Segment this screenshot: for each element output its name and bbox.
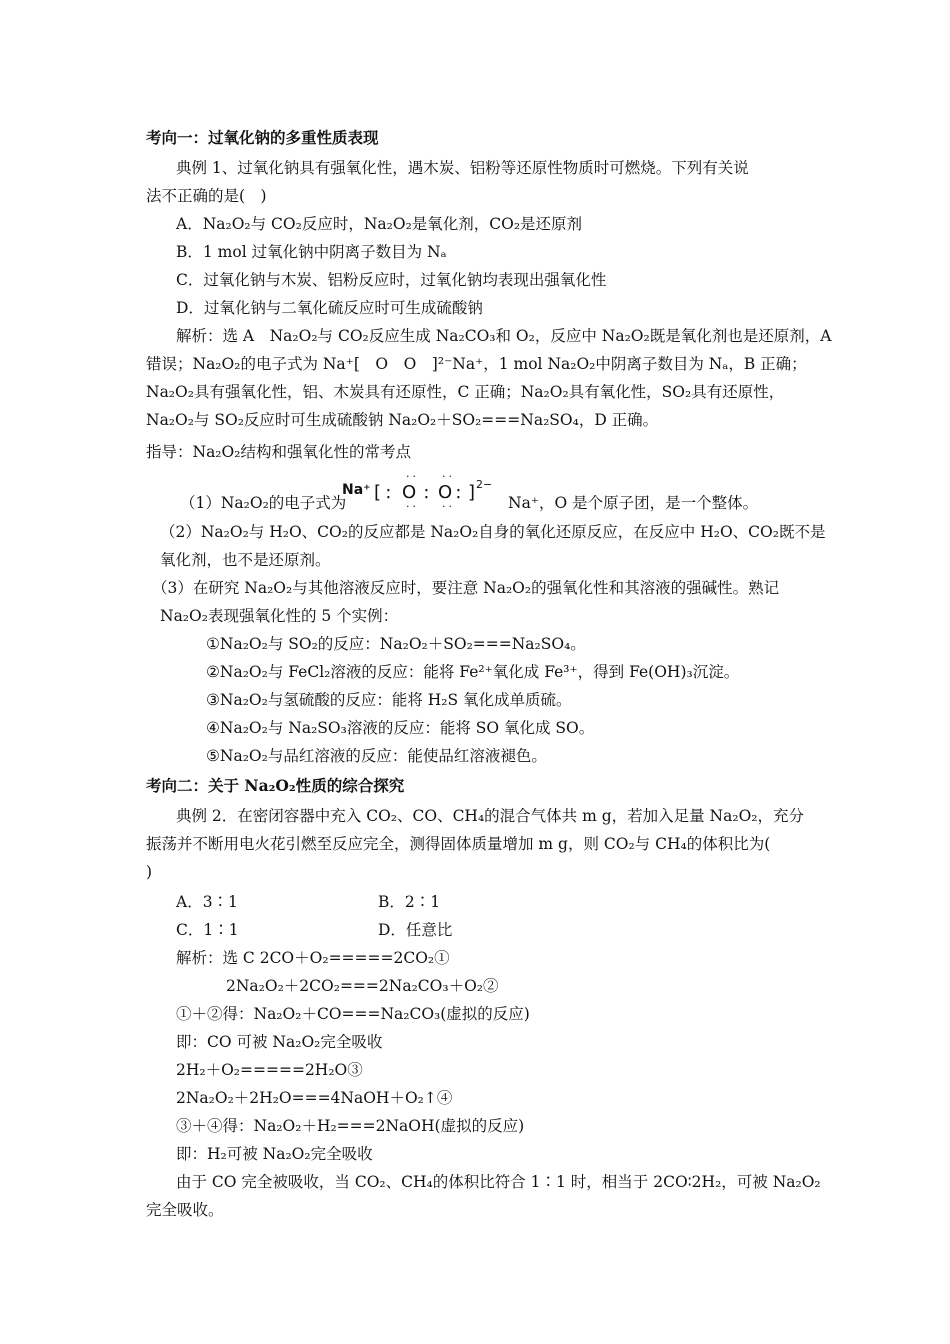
formula-colon-mid: ∶	[424, 484, 429, 505]
formula-bracket-close: ]	[468, 482, 476, 503]
formula-dots-bottom-2: ··	[442, 500, 455, 513]
solution-step-6: 2Na₂O₂＋2H₂O===4NaOH＋O₂↑④	[176, 1089, 453, 1107]
guide-line: 指导：Na₂O₂结构和强氧化性的常考点	[146, 443, 411, 461]
solution-step-1: 解析：选 C 2CO＋O₂=====2CO₂①	[176, 949, 450, 967]
example-item-3: ③Na₂O₂与氢硫酸的反应：能将 H₂S 氧化成单质硫。	[206, 691, 572, 709]
example2-line1: 典例 2．在密闭容器中充入 CO₂、CO、CH₄的混合气体共 m g，若加入足量 Na₂O₂，充分	[176, 807, 804, 825]
conclusion-line2: 完全吸收。	[146, 1201, 224, 1219]
section2-heading: 考向二：关于 Na₂O₂性质的综合探究	[146, 776, 405, 795]
solution-step-7: ③＋④得：Na₂O₂＋H₂===2NaOH(虚拟的反应)	[176, 1117, 525, 1135]
solution-step-5: 2H₂＋O₂=====2H₂O③	[176, 1061, 363, 1079]
point1-suffix: Na⁺，O 是个原子团，是一个整体。	[508, 494, 759, 512]
option-c-2: C．1∶1	[176, 921, 239, 939]
solution-step-2: 2Na₂O₂＋2CO₂===2Na₂CO₃＋O₂②	[226, 977, 499, 995]
formula-colon-left: ∶	[386, 484, 391, 505]
point1-prefix: （1）Na₂O₂的电子式为	[180, 494, 347, 512]
formula-na: Na⁺	[342, 482, 371, 498]
formula-dots-top-1: ··	[406, 470, 419, 483]
option-c: C．过氧化钠与木炭、铝粉反应时，过氧化钠均表现出强氧化性	[176, 271, 607, 289]
point3-line2: Na₂O₂表现强氧化性的 5 个实例：	[160, 607, 399, 625]
option-b-2: B．2∶1	[378, 893, 441, 911]
point3-line1: （3）在研究 Na₂O₂与其他溶液反应时，要注意 Na₂O₂的强氧化性和其溶液的强碱性。熟记	[152, 579, 780, 597]
example-item-1: ①Na₂O₂与 SO₂的反应：Na₂O₂＋SO₂===Na₂SO₄。	[206, 635, 586, 653]
point2-line2: 氧化剂，也不是还原剂。	[160, 551, 331, 569]
formula-colon-right: ∶	[456, 484, 461, 505]
option-a: A．Na₂O₂与 CO₂反应时，Na₂O₂是氧化剂，CO₂是还原剂	[176, 215, 583, 233]
option-d-2: D．任意比	[378, 921, 453, 939]
point2-line1: （2）Na₂O₂与 H₂O、CO₂的反应都是 Na₂O₂自身的氧化还原反应，在反应中 H₂O、CO₂既不是	[160, 523, 826, 541]
formula-o1: O	[402, 482, 417, 503]
formula-o2: O	[438, 482, 453, 503]
option-d: D．过氧化钠与二氧化硫反应时可生成硫酸钠	[176, 299, 483, 317]
analysis-line1: 解析：选 A Na₂O₂与 CO₂反应生成 Na₂CO₃和 O₂，反应中 Na₂O₂既是氧化剂也是还原剂，A	[176, 327, 832, 345]
section1-heading: 考向一：过氧化钠的多重性质表现	[146, 128, 379, 147]
example-item-2: ②Na₂O₂与 FeCl₂溶液的反应：能将 Fe²⁺氧化成 Fe³⁺，得到 Fe(OH)₃沉淀。	[206, 663, 740, 681]
solution-step-8: 即：H₂可被 Na₂O₂完全吸收	[176, 1145, 373, 1163]
analysis-line3: Na₂O₂具有强氧化性，铝、木炭具有还原性，C 正确；Na₂O₂具有氧化性，SO₂具有还原性，	[146, 383, 785, 401]
analysis-line2: 错误；Na₂O₂的电子式为 Na⁺[ O O ]²⁻Na⁺，1 mol Na₂O₂中阴离子数目为 Nₐ，B 正确；	[146, 355, 807, 373]
example2-line3: )	[146, 863, 153, 881]
solution-step-4: 即：CO 可被 Na₂O₂完全吸收	[176, 1033, 383, 1051]
formula-dots-top-2: ··	[442, 470, 455, 483]
example1-line1: 典例 1、过氧化钠具有强氧化性，遇木炭、铝粉等还原性物质时可燃烧。下列有关说	[176, 159, 749, 177]
option-b: B．1 mol 过氧化钠中阴离子数目为 Nₐ	[176, 243, 447, 261]
electron-formula	[340, 470, 500, 518]
formula-charge: 2−	[476, 478, 493, 491]
analysis-line4: Na₂O₂与 SO₂反应时可生成硫酸钠 Na₂O₂＋SO₂===Na₂SO₄，D 正确。	[146, 411, 659, 429]
solution-step-3: ①＋②得：Na₂O₂＋CO===Na₂CO₃(虚拟的反应)	[176, 1005, 530, 1023]
conclusion-line1: 由于 CO 完全被吸收，当 CO₂、CH₄的体积比符合 1∶1 时，相当于 2CO∶2H₂，可被 Na₂O₂	[176, 1173, 821, 1191]
option-a-2: A．3∶1	[176, 893, 238, 911]
formula-bracket-open: [	[374, 482, 382, 503]
example1-line2: 法不正确的是( )	[146, 187, 267, 205]
formula-dots-bottom-1: ··	[406, 500, 419, 513]
example2-line2: 振荡并不断用电火花引燃至反应完全，测得固体质量增加 m g，则 CO₂与 CH₄的体积比为(	[146, 835, 771, 853]
example-item-4: ④Na₂O₂与 Na₂SO₃溶液的反应：能将 SO 氧化成 SO。	[206, 719, 595, 737]
example-item-5: ⑤Na₂O₂与品红溶液的反应：能使品红溶液褪色。	[206, 747, 547, 765]
